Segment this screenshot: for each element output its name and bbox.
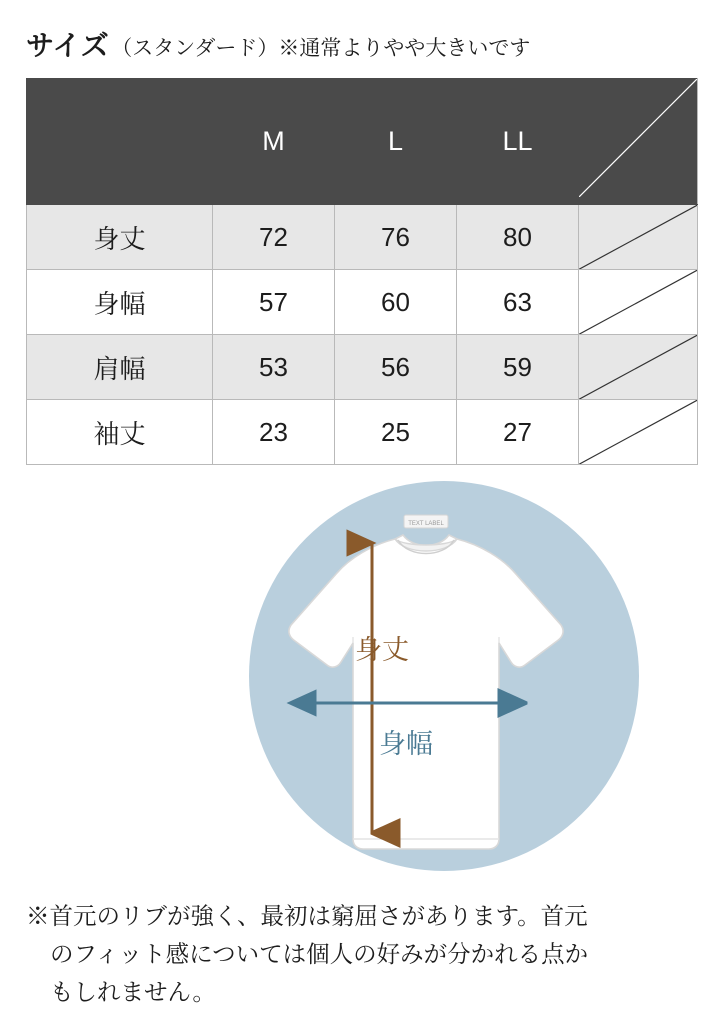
page-title-sub: （スタンダード）※通常よりやや大きいです xyxy=(111,37,531,60)
cell-sodetake-l: 25 xyxy=(335,400,457,465)
cell-blank-2 xyxy=(579,270,698,335)
diagonal-line-icon xyxy=(579,400,698,465)
length-label: 身丈 xyxy=(355,635,409,665)
cell-sodetake-m: 23 xyxy=(213,400,335,465)
row-label-sodetake: 袖丈 xyxy=(27,400,213,465)
row-label-katahaba: 肩幅 xyxy=(27,335,213,400)
width-label: 身幅 xyxy=(379,729,433,759)
table-col-m: M xyxy=(213,79,335,205)
footnote-line-1: ※首元のリブが強く、最初は窮屈さがあります。首元 xyxy=(26,903,588,929)
cell-mihaba-ll: 63 xyxy=(457,270,579,335)
table-col-ll: LL xyxy=(457,79,579,205)
diagonal-line-icon xyxy=(579,335,698,400)
table-row xyxy=(27,335,698,400)
table-body xyxy=(27,205,698,465)
cell-mitake-m: 72 xyxy=(213,205,335,270)
tshirt-measurement-illustration xyxy=(26,473,697,885)
size-table xyxy=(26,78,698,465)
measurement-arrows xyxy=(26,473,697,885)
table-row xyxy=(27,205,698,270)
svg-text:TEXT LABEL: TEXT LABEL xyxy=(408,521,444,527)
row-label-mihaba: 身幅 xyxy=(27,270,213,335)
cell-blank-3 xyxy=(579,335,698,400)
cell-mihaba-m: 57 xyxy=(213,270,335,335)
footnote-line-2: のフィット感については個人の好みが分かれる点か xyxy=(50,941,589,968)
cell-katahaba-l: 56 xyxy=(335,335,457,400)
diagonal-line-icon xyxy=(579,270,698,335)
diagonal-line-icon xyxy=(579,205,698,270)
cell-katahaba-ll: 59 xyxy=(457,335,579,400)
table-col-blank xyxy=(579,79,698,205)
footnote xyxy=(26,897,704,1011)
cell-mihaba-l: 60 xyxy=(335,270,457,335)
table-corner-cell xyxy=(27,79,213,205)
cell-mitake-l: 76 xyxy=(335,205,457,270)
table-col-l: L xyxy=(335,79,457,205)
page-title-main: サイズ xyxy=(26,30,110,61)
table-row xyxy=(27,270,698,335)
cell-blank-4 xyxy=(579,400,698,465)
cell-sodetake-ll: 27 xyxy=(457,400,579,465)
diagonal-line-icon xyxy=(579,79,697,197)
table-header-row xyxy=(27,79,698,205)
footnote-line-3: もしれません。 xyxy=(50,979,216,1006)
table-header xyxy=(27,79,698,205)
cell-blank-1 xyxy=(579,205,698,270)
page-title xyxy=(26,0,697,64)
cell-mitake-ll: 80 xyxy=(457,205,579,270)
cell-katahaba-m: 53 xyxy=(213,335,335,400)
table-row xyxy=(27,400,698,465)
row-label-mitake: 身丈 xyxy=(27,205,213,270)
